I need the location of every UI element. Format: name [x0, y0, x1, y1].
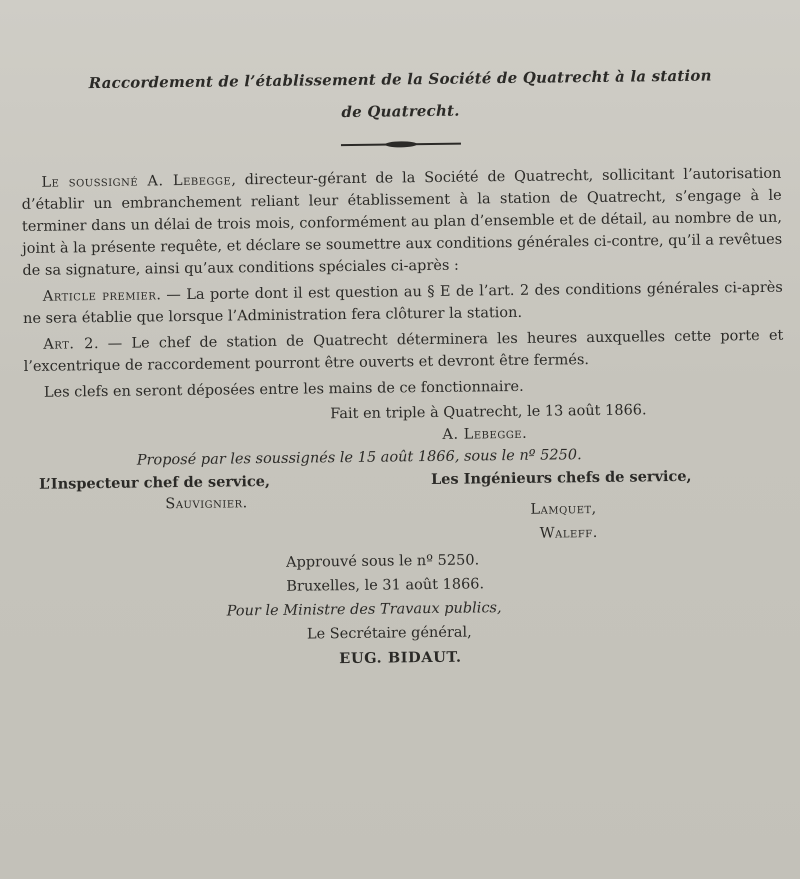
paragraph-intro — [21, 163, 782, 282]
title-line-2: de Quatrecht. — [341, 101, 460, 122]
signer-name: A. Lebegge. — [442, 425, 528, 443]
paragraph-text: , directeur-gérant de la Société de Quatrecht, sollicitant l’autorisation d’établir un embranchement reliant leur établissement à la station de Quatrecht, s’engage à le terminer dans un délai de trois mois, conformément au plan d’ensemble et de détail, au nombre de un, joint à la présente requête, et déclare se soumettre aux conditions générales ci-contre, qu’il a revêtues de sa signature, ainsi qu’aux conditions spéciales ci-après : — [21, 165, 783, 279]
proposed-line: Proposé par les soussignés le 15 août 1866, sous le nº 5250. — [136, 447, 582, 469]
paragraph-text: . — La porte dont il est question au § E de l’art. 2 des conditions générales ci-après ne sera établie que lorsque l’Administration fera clôturer la station. — [22, 279, 783, 327]
inspector-name: Sauvignier. — [165, 495, 248, 513]
document-title — [20, 59, 781, 132]
secretary-title: Le Secrétaire général, — [306, 624, 472, 643]
paragraph-text: . — Le chef de station de Quatrecht déterminera les heures auxquelles cette porte et l’excentrique de raccordement pourront être ouverts et devront être fermés. — [23, 327, 784, 375]
paragraph-lead: Le soussigné A. Lebegge — [41, 172, 232, 191]
place-date: Fait en triple à Quatrecht, le 13 août 1866. — [330, 402, 647, 423]
approved-line: Approuvé sous le nº 5250. — [285, 552, 480, 571]
paragraph-article-1 — [23, 277, 783, 330]
engineer-1-name: Lamquet, — [530, 500, 597, 518]
engineer-2-name: Waleff. — [539, 524, 598, 542]
minister-line: Pour le Ministre des Travaux publics, — [226, 600, 502, 620]
inspector-title: L’Inspecteur chef de service, — [38, 472, 271, 493]
brussels-date: Bruxelles, le 31 août 1866. — [286, 576, 485, 595]
engineers-title: Les Ingénieurs chefs de service, — [430, 467, 692, 489]
paragraph-lead: Article premier — [42, 287, 157, 305]
paragraph-lead: Art. 2 — [43, 336, 95, 353]
document-content — [20, 59, 788, 734]
paragraph-text: Les clefs en seront déposées entre les mains de ce fonctionnaire. — [43, 378, 524, 401]
document-body — [21, 163, 784, 404]
secretary-name: EUG. BIDAUT. — [339, 648, 462, 668]
paragraph-article-2 — [23, 325, 783, 378]
signature-block — [24, 395, 788, 734]
title-separator — [341, 143, 461, 146]
title-line-1: Raccordement de l’établissement de la Société de Quatrecht à la station — [88, 66, 712, 93]
